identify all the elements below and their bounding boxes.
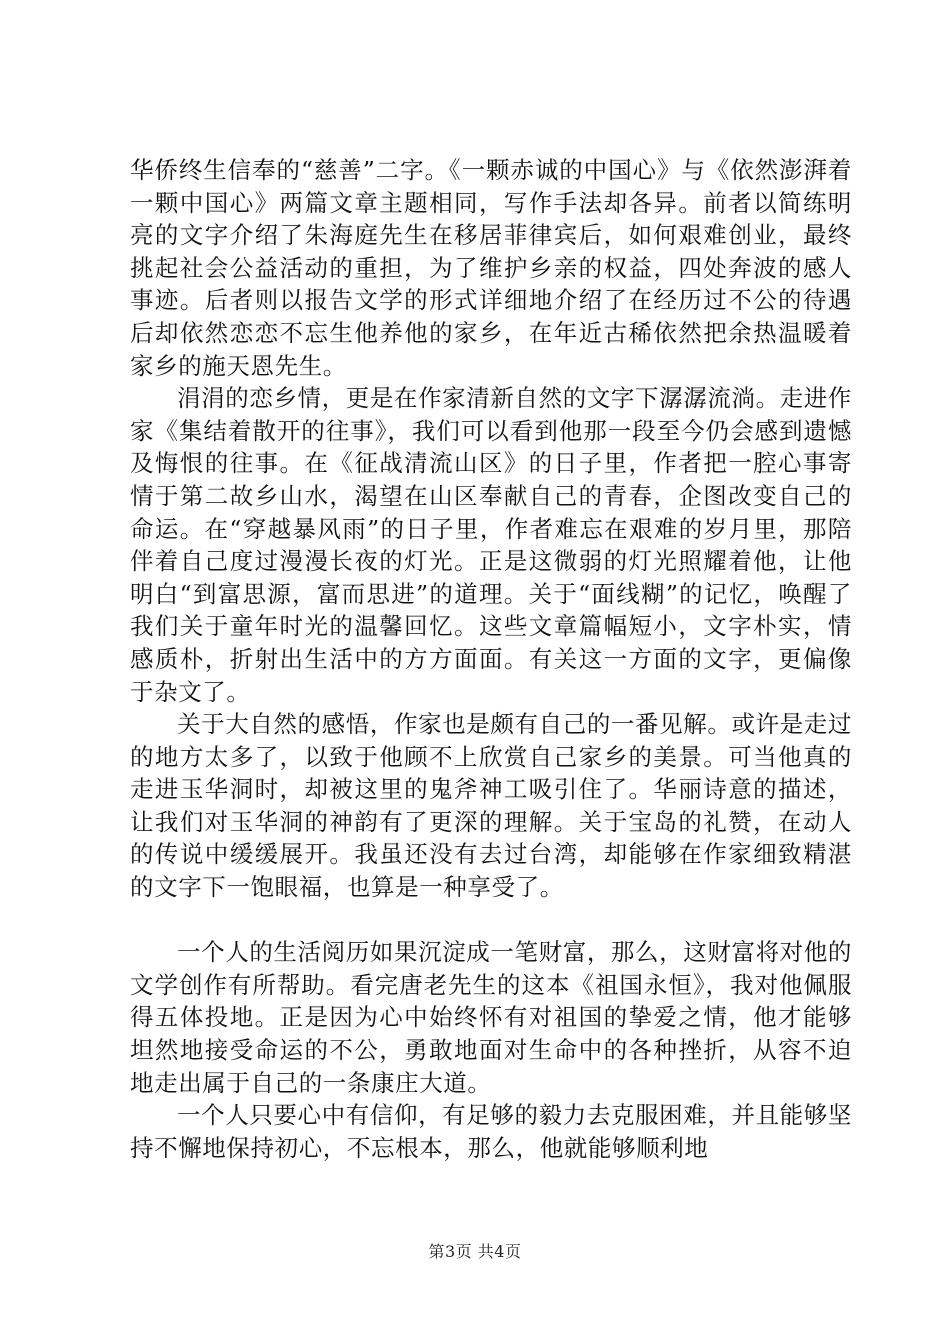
- paragraph-nature: 关于大自然的感悟，作家也是颇有自己的一番见解。或许是走过的地方太多了，以致于他顾不上欣赏自己家乡的美景。可当他真的走进玉华洞时，却被这里的鬼斧神工吸引住了。华丽诗意的描述，让我们对玉华洞的神韵有了更深的理解。关于宝岛的礼赞，在动人的传说中缓缓展开。我虽还没有去过台湾，却能够在作家细致精湛的文字下一饱眼福，也算是一种享受了。: [130, 710, 852, 902]
- paragraph-continuation: 华侨终生信奉的“慈善”二字。《一颗赤诚的中国心》与《依然澎湃着一颗中国心》两篇文章主题相同，写作手法却各异。前者以简练明亮的文字介绍了朱海庭先生在移居菲律宾后，如何艰难创业，最终挑起社会公益活动的重担，为了维护乡亲的权益，四处奔波的感人事迹。后者则以报告文学的形式详细地介绍了在经历过不公的待遇后却依然恋恋不忘生他养他的家乡，在年近古稀依然把余热温暖着家乡的施天恩先生。: [130, 156, 852, 380]
- paragraph-gap: [130, 904, 852, 937]
- paragraph-belief: 一个人只要心中有信仰，有足够的毅力去克服困难，并且能够坚持不懈地保持初心，不忘根本，那么，他就能够顺利地: [130, 1101, 852, 1162]
- page-footer: 第3页 共4页: [428, 1242, 522, 1261]
- paragraph-life-experience: 一个人的生活阅历如果沉淀成一笔财富，那么，这财富将对他的文学创作有所帮助。看完唐老先生的这本《祖国永恒》，我对他佩服得五体投地。正是因为心中始终怀有对祖国的挚爱之情，他才能够坦然地接受命运的不公，勇敢地面对生命中的各种挫折，从容不迫地走出属于自己的一条康庄大道。: [130, 938, 852, 1097]
- body-text: [130, 154, 852, 1164]
- paragraph-homesickness: 涓涓的恋乡情，更是在作家清新自然的文字下潺潺流淌。走进作家《集结着散开的往事》，我们可以看到他那一段至今仍会感到遗憾及悔恨的往事。在《征战清流山区》的日子里，作者把一腔心事寄情于第二故乡山水，渴望在山区奉献自己的青春，企图改变自己的命运。在“穿越暴风雨”的日子里，作者难忘在艰难的岁月里，那陪伴着自己度过漫漫长夜的灯光。正是这微弱的灯光照耀着他，让他明白“到富思源，富而思进”的道理。关于“面线糊”的记忆，唤醒了我们关于童年时光的温馨回忆。这些文章篇幅短小，文字朴实，情感质朴，折射出生活中的方方面面。有关这一方面的文字，更偏像于杂文了。: [130, 384, 852, 706]
